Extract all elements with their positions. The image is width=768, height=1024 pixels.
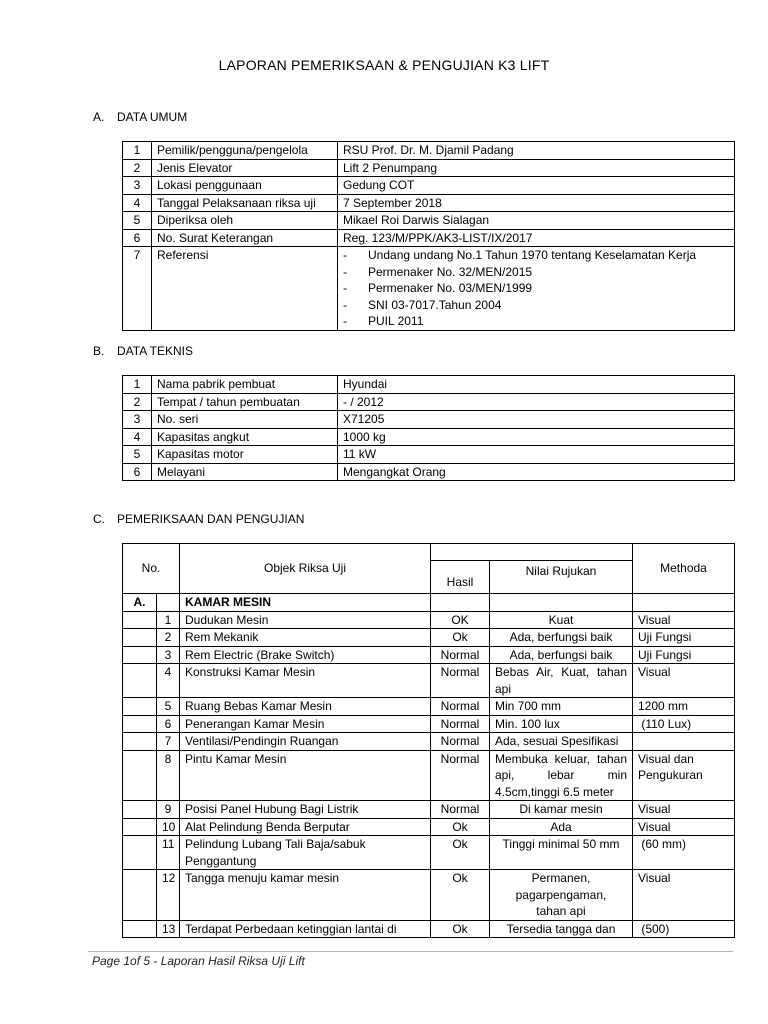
row-blank [123,715,157,733]
row-hasil: Normal [431,715,490,733]
row-label: Nama pabrik pembuat [152,376,338,394]
row-hasil: Ok [431,629,490,647]
row-methoda: (60 mm) [633,836,735,870]
row-number: 8 [157,750,180,801]
row-objek: Ventilasi/Pendingin Ruangan [180,733,431,751]
group-title: KAMAR MESIN [180,594,431,612]
row-hasil: OK [431,611,490,629]
row-value: Gedung COT [338,177,735,195]
row-value: - / 2012 [338,393,735,411]
row-nilai: Kuat [490,611,633,629]
row-hasil: Normal [431,801,490,819]
group-blank [157,594,180,612]
row-nilai: Bebas Air, Kuat, tahan api [490,664,633,698]
table-row [123,393,735,411]
table-header-row [123,544,735,561]
row-blank [123,818,157,836]
group-row [123,594,735,612]
row-methoda: Visual [633,818,735,836]
row-objek: Ruang Bebas Kamar Mesin [180,698,431,716]
row-number: 6 [123,463,152,481]
table-row [123,142,735,160]
row-objek: Tangga menuju kamar mesin [180,870,431,921]
header-hasil: Hasil [431,561,490,594]
row-methoda: Visual [633,664,735,698]
row-value: Hyundai [338,376,735,394]
row-objek: Rem Electric (Brake Switch) [180,646,431,664]
row-methoda: Visual dan Pengukuran [633,750,735,801]
row-value: X71205 [338,411,735,429]
row-number: 5 [123,446,152,464]
table-row [123,229,735,247]
row-objek: Pelindung Lubang Tali Baja/sabuk Penggantung [180,836,431,870]
row-objek: Rem Mekanik [180,629,431,647]
row-hasil: Ok [431,920,490,938]
table-row [123,698,735,716]
row-blank [123,733,157,751]
row-nilai: Ada, berfungsi baik [490,646,633,664]
row-number: 10 [157,818,180,836]
row-number: 2 [157,629,180,647]
row-nilai: Ada, sesuai Spesifikasi [490,733,633,751]
row-label: Diperiksa oleh [152,212,338,230]
row-blank [123,801,157,819]
row-objek: Terdapat Perbedaan ketinggian lantai di [180,920,431,938]
pemeriksaan-table [122,543,735,938]
section-a-heading [93,110,187,124]
row-hasil: Ok [431,818,490,836]
row-nilai: Membuka keluar, tahan api, lebar min 4.5cm,tinggi 6.5 meter [490,750,633,801]
row-number: 12 [157,870,180,921]
reference-list [343,247,729,330]
row-label: Kapasitas angkut [152,428,338,446]
reference-item: - Permenaker No. 03/MEN/1999 [343,280,729,297]
row-label: Tempat / tahun pembuatan [152,393,338,411]
row-hasil: Normal [431,646,490,664]
row-value: 1000 kg [338,428,735,446]
row-hasil: Ok [431,836,490,870]
row-blank [123,698,157,716]
row-label: Pemilik/pengguna/pengelola [152,142,338,160]
table-row [123,411,735,429]
row-label: No. Surat Keterangan [152,229,338,247]
row-hasil: Ok [431,870,490,921]
document-title: LAPORAN PEMERIKSAAN & PENGUJIAN K3 LIFT [218,57,550,73]
table-row [123,159,735,177]
row-number: 7 [123,247,152,331]
table-row [123,428,735,446]
row-number: 13 [157,920,180,938]
row-methoda [633,733,735,751]
header-methoda: Methoda [633,544,735,594]
section-a-title: DATA UMUM [117,110,188,124]
row-value: Lift 2 Penumpang [338,159,735,177]
table-row [123,715,735,733]
group-blank [633,594,735,612]
row-blank [123,646,157,664]
section-a-number: A. [93,110,105,124]
row-methoda: (500) [633,920,735,938]
row-number: 4 [123,428,152,446]
row-value: 11 kW [338,446,735,464]
row-number: 5 [123,212,152,230]
row-number: 1 [123,376,152,394]
row-methoda: Uji Fungsi [633,646,735,664]
row-blank [123,836,157,870]
reference-item: - SNI 03-7017.Tahun 2004 [343,297,729,314]
row-number: 3 [123,177,152,195]
row-value: Reg. 123/M/PPK/AK3-LIST/IX/2017 [338,229,735,247]
table-row [123,836,735,870]
table-row [123,920,735,938]
row-hasil: Normal [431,733,490,751]
table-row [123,801,735,819]
row-hasil: Normal [431,664,490,698]
row-blank [123,750,157,801]
footer-divider [88,951,733,952]
row-number: 7 [157,733,180,751]
reference-item: - Permenaker No. 32/MEN/2015 [343,264,729,281]
page-footer: Page 1of 5 - Laporan Hasil Riksa Uji Lift [92,954,305,968]
row-nilai: Min. 100 lux [490,715,633,733]
row-label: Jenis Elevator [152,159,338,177]
row-nilai: Tinggi minimal 50 mm [490,836,633,870]
row-objek: Penerangan Kamar Mesin [180,715,431,733]
row-number: 2 [123,393,152,411]
row-number: 2 [123,159,152,177]
table-row [123,177,735,195]
row-methoda: Visual [633,801,735,819]
row-value: 7 September 2018 [338,194,735,212]
section-b-title: DATA TEKNIS [117,344,194,358]
table-row [123,733,735,751]
table-row [123,212,735,230]
section-b-number: B. [93,344,105,358]
row-label: Melayani [152,463,338,481]
row-objek: Posisi Panel Hubung Bagi Listrik [180,801,431,819]
row-nilai: Di kamar mesin [490,801,633,819]
table-row [123,376,735,394]
table-row [123,611,735,629]
group-blank [431,594,490,612]
reference-list-cell [338,247,735,331]
row-number: 1 [123,142,152,160]
table-row [123,818,735,836]
row-label: Referensi [152,247,338,331]
header-objek: Objek Riksa Uji [180,544,431,594]
row-number: 5 [157,698,180,716]
row-methoda: (110 Lux) [633,715,735,733]
row-methoda: Visual [633,870,735,921]
row-methoda: Visual [633,611,735,629]
row-objek: Alat Pelindung Benda Berputar [180,818,431,836]
row-blank [123,920,157,938]
row-nilai: Ada, berfungsi baik [490,629,633,647]
group-blank [490,594,633,612]
row-number: 3 [123,411,152,429]
row-number: 6 [157,715,180,733]
table-row-referensi [123,247,735,331]
row-number: 11 [157,836,180,870]
table-row [123,463,735,481]
row-objek: Dudukan Mesin [180,611,431,629]
section-c-number: C. [93,512,105,526]
row-hasil: Normal [431,698,490,716]
row-label: Lokasi penggunaan [152,177,338,195]
row-number: 4 [157,664,180,698]
row-label: No. seri [152,411,338,429]
header-nilai: Nilai Rujukan [490,561,633,594]
row-nilai: Ada [490,818,633,836]
row-methoda: 1200 mm [633,698,735,716]
header-blank [431,544,633,561]
row-value: Mengangkat Orang [338,463,735,481]
table-row [123,446,735,464]
row-number: 6 [123,229,152,247]
table-row [123,870,735,921]
row-nilai: Min 700 mm [490,698,633,716]
table-row [123,629,735,647]
row-number: 4 [123,194,152,212]
row-number: 3 [157,646,180,664]
row-blank [123,664,157,698]
section-c-heading [93,512,304,526]
row-nilai: Permanen, pagarpengaman, tahan api [490,870,633,921]
section-b-heading [93,344,193,358]
data-umum-table [122,141,735,331]
row-hasil: Normal [431,750,490,801]
row-nilai: Tersedia tangga dan [490,920,633,938]
table-row [123,194,735,212]
row-objek: Pintu Kamar Mesin [180,750,431,801]
row-blank [123,611,157,629]
row-label: Tanggal Pelaksanaan riksa uji [152,194,338,212]
row-value: RSU Prof. Dr. M. Djamil Padang [338,142,735,160]
reference-item: - PUIL 2011 [343,313,729,330]
table-row [123,750,735,801]
data-teknis-table [122,375,735,481]
section-c-title: PEMERIKSAAN DAN PENGUJIAN [117,512,305,526]
row-objek: Konstruksi Kamar Mesin [180,664,431,698]
group-code: A. [123,594,157,612]
row-blank [123,629,157,647]
row-number: 1 [157,611,180,629]
header-no: No. [123,544,180,594]
row-blank [123,870,157,921]
table-row [123,646,735,664]
table-row [123,664,735,698]
reference-item: - Undang undang No.1 Tahun 1970 tentang Keselamatan Kerja [343,247,729,264]
row-number: 9 [157,801,180,819]
row-value: Mikael Roi Darwis Sialagan [338,212,735,230]
row-methoda: Uji Fungsi [633,629,735,647]
row-label: Kapasitas motor [152,446,338,464]
